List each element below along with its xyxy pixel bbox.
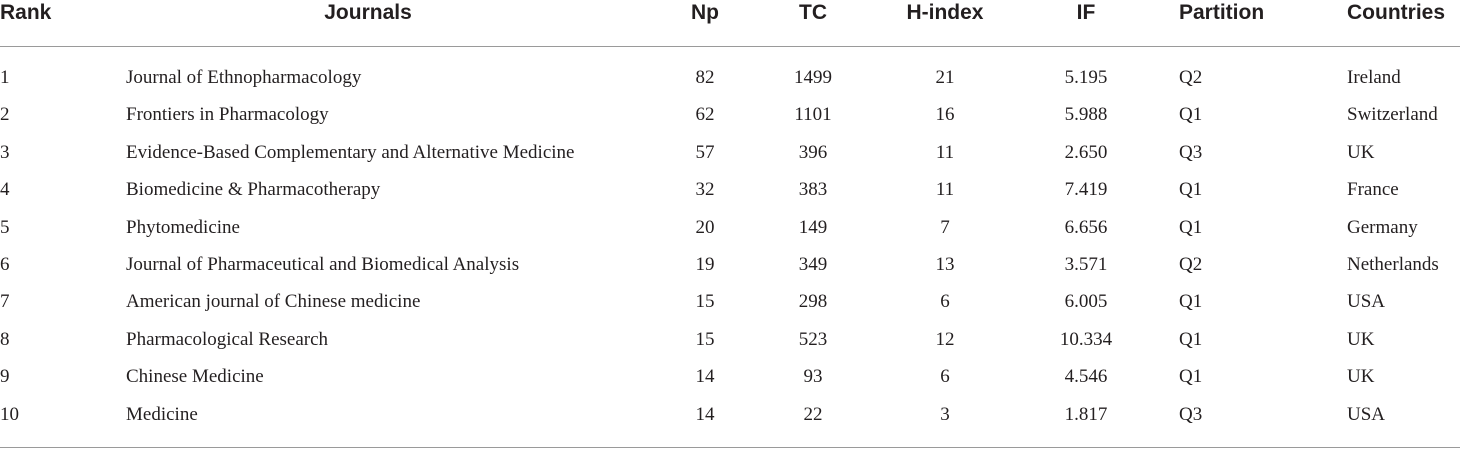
cell-rank: 2 [0, 104, 10, 126]
cell-h-index: 12 [935, 328, 955, 350]
cell-h-index: 13 [935, 254, 955, 275]
cell-tc: 298 [798, 291, 828, 313]
cell-partition: Q3 [1179, 403, 1203, 425]
cell-np: 15 [695, 291, 715, 313]
cell-country: Switzerland [1347, 104, 1438, 126]
cell-np: 14 [695, 366, 715, 388]
cell-partition: Q1 [1179, 366, 1203, 388]
table-row [0, 358, 1460, 395]
cell-h-index: 11 [935, 141, 955, 163]
cell-np: 20 [695, 216, 715, 238]
table-row [0, 321, 1460, 358]
cell-tc: 1499 [794, 67, 832, 88]
cell-if: 5.195 [1064, 67, 1108, 88]
cell-country: Germany [1347, 216, 1418, 238]
table-row [0, 59, 1460, 96]
cell-country: USA [1347, 403, 1386, 425]
cell-rank: 6 [0, 254, 10, 275]
cell-journal: American journal of Chinese medicine [126, 291, 421, 313]
cell-rank: 8 [0, 328, 10, 350]
table-header [0, 0, 1460, 47]
cell-h-index: 7 [940, 216, 950, 238]
cell-journal: Chinese Medicine [126, 366, 264, 388]
cell-h-index: 6 [940, 366, 950, 388]
cell-rank: 4 [0, 179, 10, 201]
cell-if: 4.546 [1064, 366, 1108, 388]
header-h-index: H-index [906, 1, 984, 24]
table-row [0, 209, 1460, 246]
table-row [0, 283, 1460, 320]
cell-h-index: 6 [940, 291, 950, 313]
cell-partition: Q1 [1179, 216, 1203, 238]
cell-tc: 383 [798, 179, 828, 201]
cell-tc: 396 [798, 141, 828, 163]
cell-if: 6.656 [1064, 216, 1108, 238]
table-row [0, 96, 1460, 133]
cell-np: 82 [695, 67, 715, 88]
cell-tc: 349 [798, 254, 828, 275]
header-rank: Rank [0, 1, 52, 24]
cell-journal: Journal of Pharmaceutical and Biomedical Analysis [126, 254, 520, 275]
cell-h-index: 21 [935, 67, 955, 88]
cell-journal: Frontiers in Pharmacology [126, 104, 329, 126]
cell-h-index: 16 [935, 104, 955, 126]
table-row [0, 171, 1460, 208]
cell-h-index: 11 [935, 179, 955, 201]
cell-partition: Q1 [1179, 328, 1203, 350]
cell-if: 7.419 [1064, 179, 1108, 201]
cell-journal: Pharmacological Research [126, 328, 329, 350]
header-if: IF [1076, 1, 1096, 24]
cell-partition: Q1 [1179, 291, 1203, 313]
cell-journal: Journal of Ethnopharmacology [126, 67, 362, 88]
cell-partition: Q1 [1179, 179, 1203, 201]
cell-partition: Q1 [1179, 104, 1203, 126]
cell-partition: Q2 [1179, 67, 1203, 88]
cell-np: 14 [695, 403, 715, 425]
header-np: Np [691, 1, 719, 24]
table-row [0, 396, 1460, 433]
cell-np: 19 [695, 254, 715, 275]
table-row [0, 246, 1460, 283]
cell-h-index: 3 [940, 403, 950, 425]
cell-journal: Evidence-Based Complementary and Alternative Medicine [126, 141, 575, 163]
cell-np: 15 [695, 328, 715, 350]
cell-tc: 93 [803, 366, 823, 388]
cell-tc: 149 [798, 216, 828, 238]
table-row [0, 134, 1460, 171]
cell-journal: Medicine [126, 403, 198, 425]
cell-journal: Phytomedicine [126, 216, 240, 238]
cell-rank: 5 [0, 216, 10, 238]
cell-np: 57 [695, 141, 715, 163]
cell-tc: 1101 [794, 104, 832, 126]
header-tc: TC [799, 1, 827, 24]
cell-rank: 7 [0, 291, 10, 313]
cell-country: UK [1347, 141, 1375, 163]
cell-partition: Q2 [1179, 254, 1203, 275]
header-journals: Journals [324, 1, 412, 24]
cell-rank: 9 [0, 366, 10, 388]
cell-np: 32 [695, 179, 715, 201]
cell-country: Ireland [1347, 67, 1401, 88]
table-bottom-rule [0, 447, 1460, 448]
cell-rank: 1 [0, 67, 10, 88]
cell-country: USA [1347, 291, 1386, 313]
cell-tc: 523 [798, 328, 828, 350]
cell-rank: 3 [0, 141, 10, 163]
cell-if: 6.005 [1064, 291, 1108, 313]
cell-country: Netherlands [1347, 254, 1439, 275]
cell-journal: Biomedicine & Pharmacotherapy [126, 179, 381, 201]
header-partition: Partition [1179, 1, 1265, 24]
cell-if: 5.988 [1064, 104, 1108, 126]
cell-rank: 10 [0, 403, 19, 425]
cell-country: UK [1347, 366, 1375, 388]
cell-if: 2.650 [1064, 141, 1108, 163]
cell-if: 1.817 [1064, 403, 1108, 425]
cell-country: UK [1347, 328, 1375, 350]
cell-country: France [1347, 179, 1399, 201]
cell-tc: 22 [803, 403, 823, 425]
header-countries: Countries [1347, 1, 1446, 24]
cell-partition: Q3 [1179, 141, 1203, 163]
cell-if: 10.334 [1059, 328, 1113, 350]
cell-if: 3.571 [1064, 254, 1108, 275]
cell-np: 62 [695, 104, 715, 126]
